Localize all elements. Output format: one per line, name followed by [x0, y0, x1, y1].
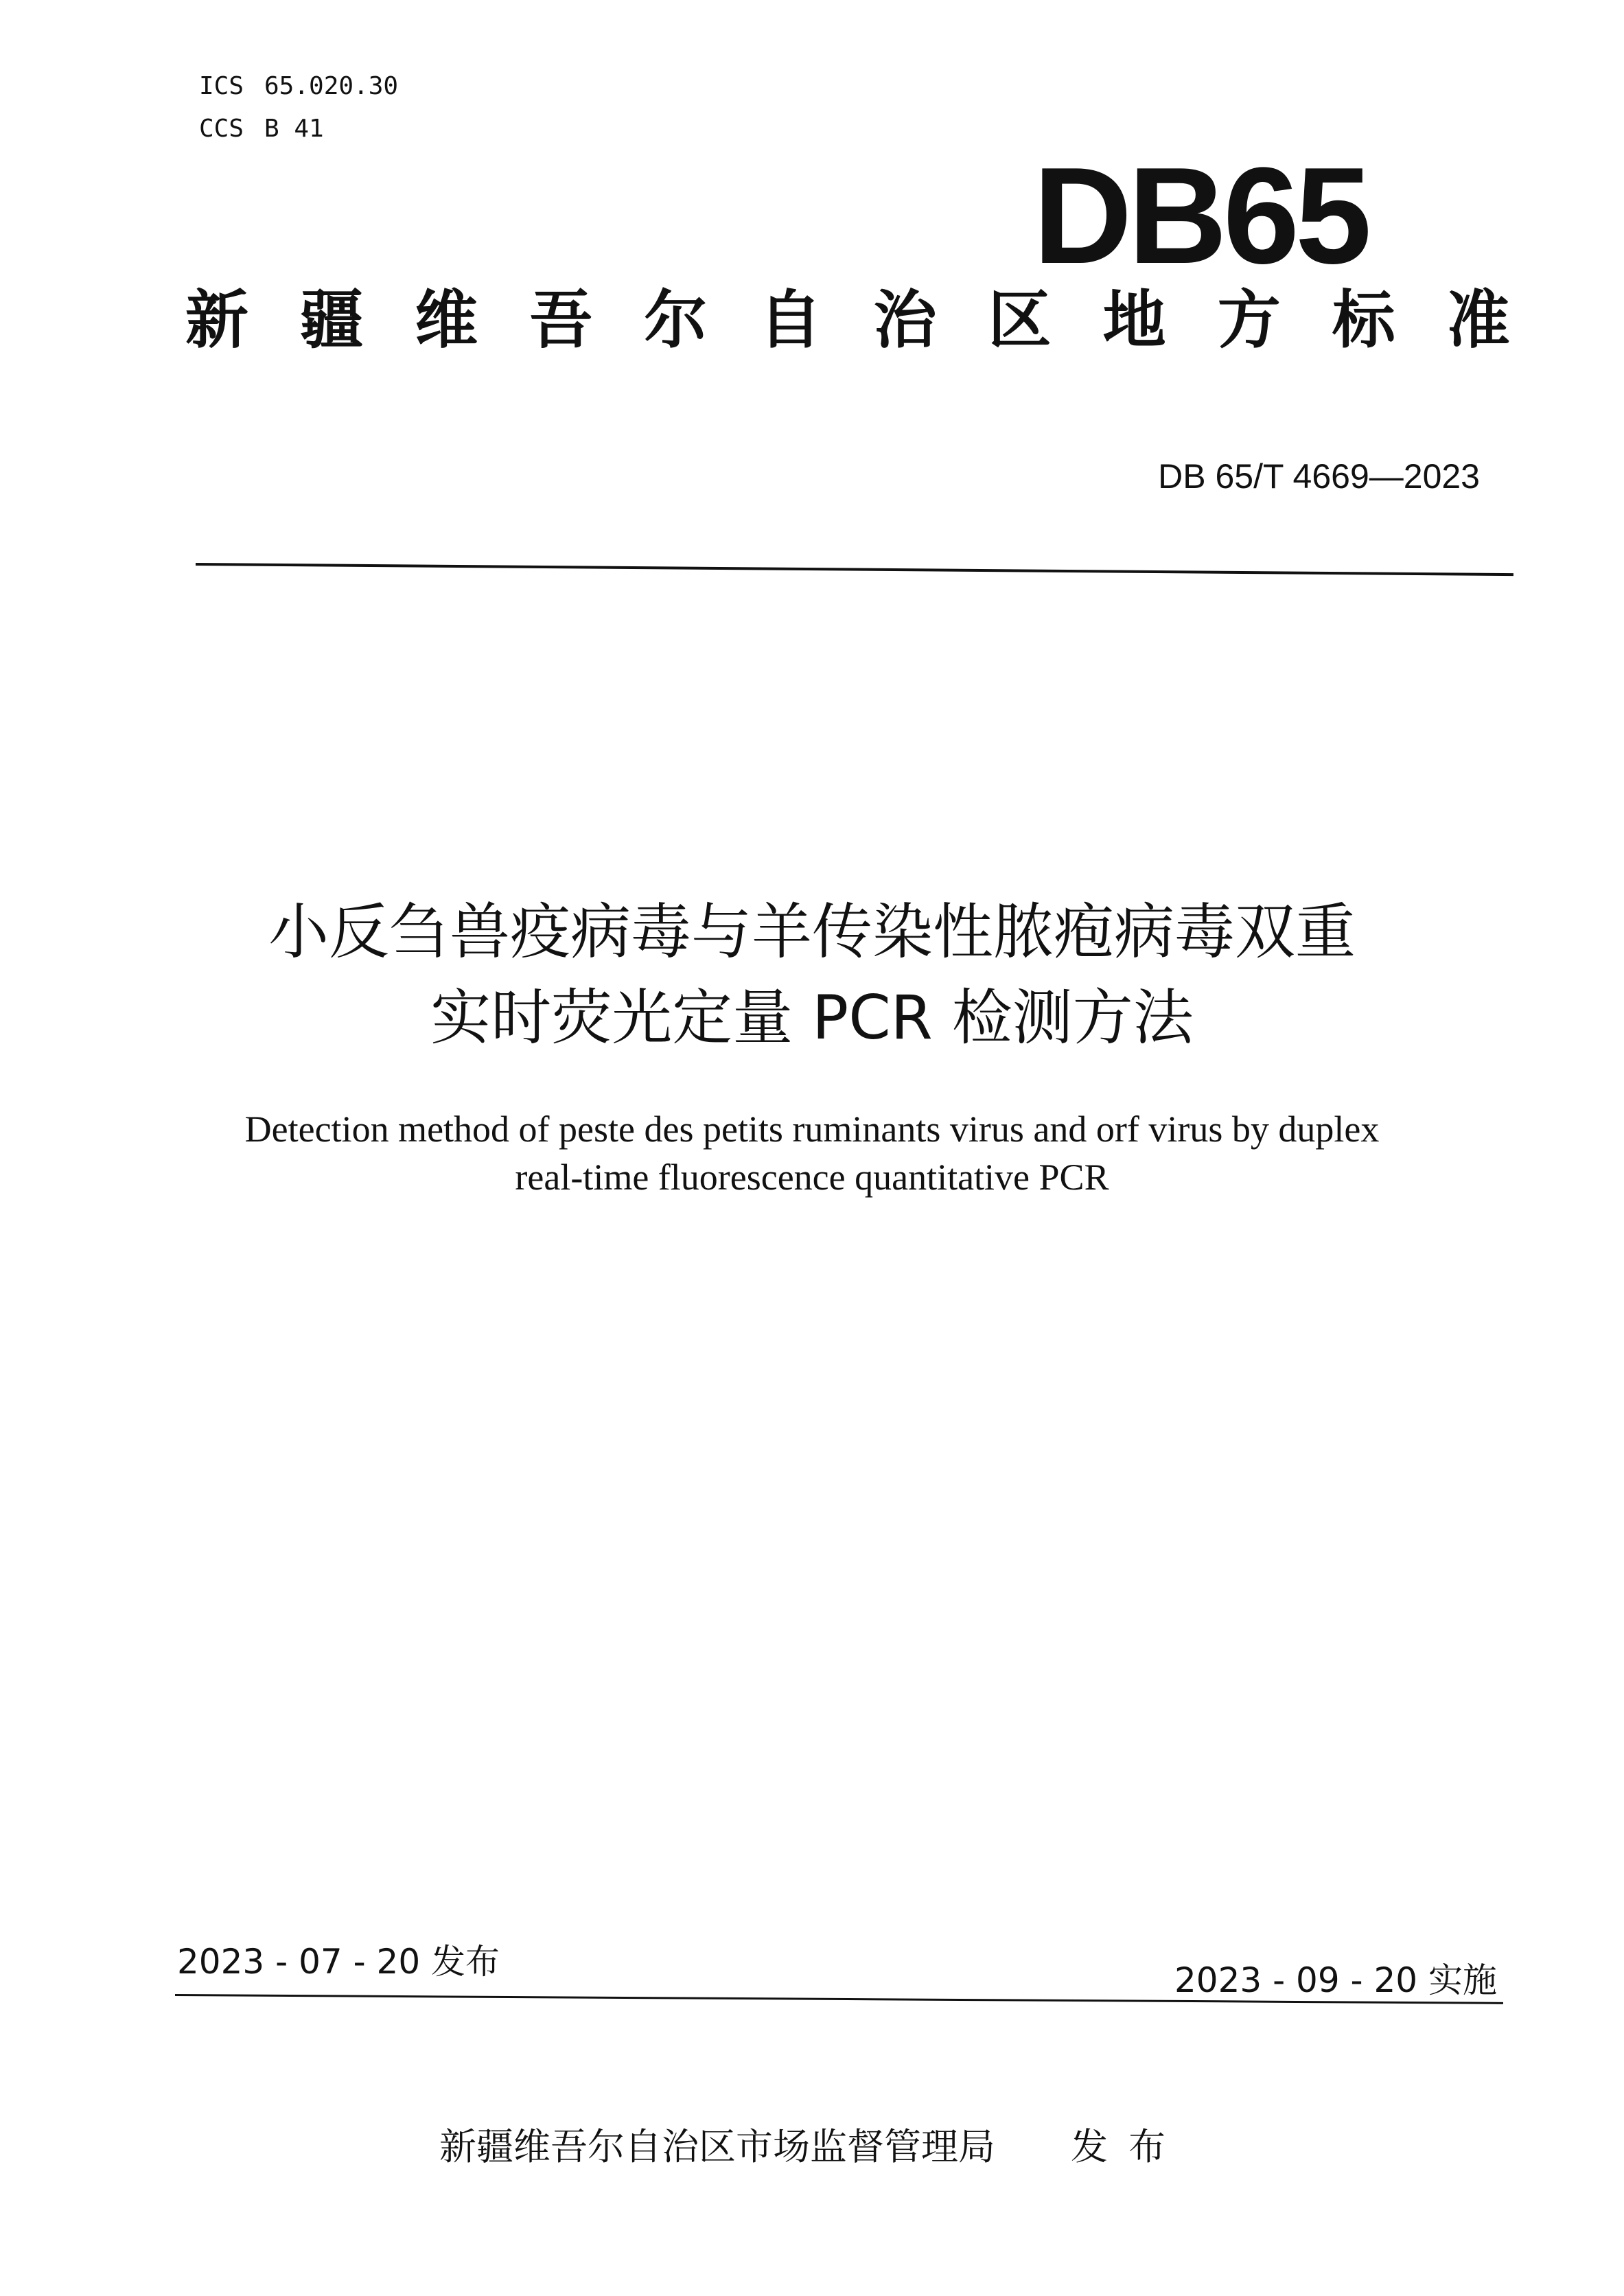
english-title [0, 1105, 1624, 1201]
standard-type-char: 标 [1332, 283, 1395, 357]
issue-date: 2023 - 07 - 20 发布 [177, 1942, 500, 1982]
standard-type-char: 区 [988, 283, 1052, 357]
ics-row [199, 65, 398, 108]
chinese-title-line-1: 小反刍兽疫病毒与羊传染性脓疱病毒双重 [268, 896, 1356, 967]
standard-type-char: 地 [1102, 283, 1166, 357]
ccs-label: CCS [199, 115, 244, 143]
standard-type-char: 自 [758, 283, 822, 357]
standard-type-char: 维 [415, 283, 478, 357]
publisher-line [439, 2118, 1186, 2170]
publisher-name: 新疆维吾尔自治区市场监督管理局 [439, 2125, 995, 2168]
ccs-row [199, 108, 398, 150]
standard-type-char: 吾 [529, 283, 593, 357]
standard-type-char: 准 [1446, 283, 1510, 357]
standard-type-char: 方 [1217, 283, 1281, 357]
standard-type-char: 疆 [300, 283, 364, 357]
standard-type-char: 尔 [644, 283, 708, 357]
chinese-title [0, 889, 1624, 1060]
standard-code: DB 65/T 4669—2023 [1158, 457, 1480, 496]
standard-type-char: 治 [873, 283, 937, 357]
standard-type-heading [185, 283, 1510, 357]
classification-codes [199, 65, 398, 150]
english-title-line-2: real-time fluorescence quantitative PCR [515, 1157, 1109, 1198]
publisher-verb: 发布 [1071, 2125, 1186, 2168]
ics-value: 65.020.30 [264, 72, 399, 100]
header-divider [196, 563, 1513, 576]
implementation-date: 2023 - 09 - 20 实施 [1174, 1960, 1497, 2000]
chinese-title-line-2: 实时荧光定量 PCR 检测方法 [430, 982, 1194, 1053]
ccs-value: B 41 [264, 115, 324, 143]
ics-label: ICS [199, 72, 244, 100]
english-title-line-1: Detection method of peste des petits ruminants virus and orf virus by duplex [244, 1109, 1380, 1150]
db65-logo: DB65 [1033, 139, 1368, 292]
standard-type-char: 新 [185, 283, 249, 357]
